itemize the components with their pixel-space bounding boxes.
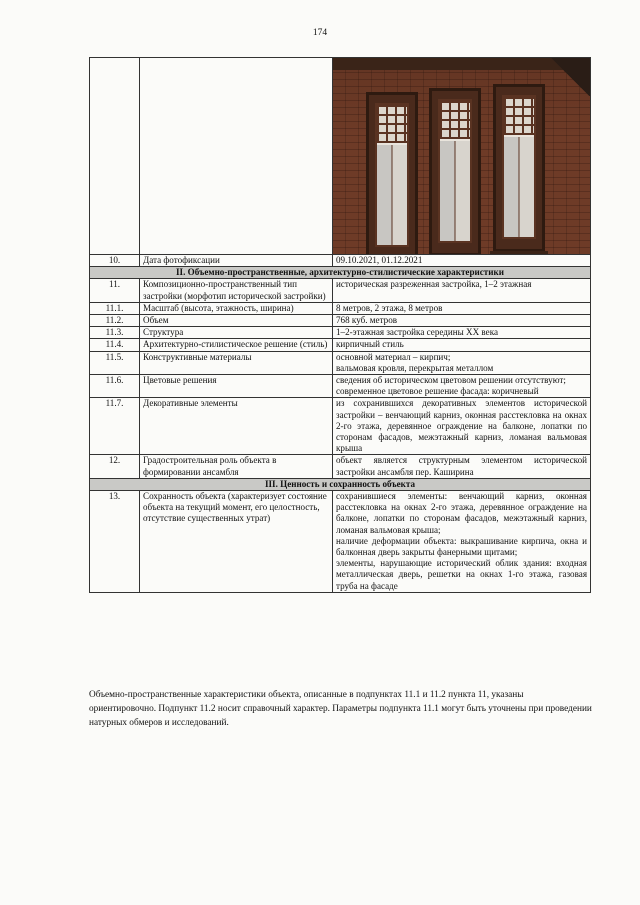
footnote-text: Объемно-пространственные характеристики объекта, описанные в подпунктах 11.1 и 11.2 пункта 11, указаны ориентировочно. Подпункт 11.2 носит справочный характер. Параметры подпункта 11.1 могут быть уточнены при проведении натурных обмеров и исследований. <box>89 690 592 728</box>
row-label: Структура <box>140 327 333 339</box>
table-row <box>90 279 591 302</box>
row-value: 1–2-этажная застройка середины XX века <box>333 327 591 339</box>
table-row <box>90 255 591 267</box>
facade-photo <box>333 58 590 254</box>
row-number: 13. <box>90 491 140 593</box>
row-label: Композиционно-пространственный тип застройки (морфотип исторической застройки) <box>140 279 333 302</box>
table-row <box>90 302 591 314</box>
row-value-line: современное цветовое решение фасада: коричневый <box>336 386 539 397</box>
row-number: 11.5. <box>90 351 140 374</box>
row-label: Объем <box>140 315 333 327</box>
section-header-row <box>90 267 591 279</box>
row-value-line: элементы, нарушающие исторический облик здания: входная металлическая дверь, решетки на окнах 1-го этажа, газовая труба на фасаде <box>336 558 587 591</box>
table-row <box>90 339 591 351</box>
row-label: Конструктивные материалы <box>140 351 333 374</box>
row-value-line: вальмовая кровля, перекрытая металлом <box>336 362 494 373</box>
row-number: 12. <box>90 455 140 478</box>
row-number: 10. <box>90 255 140 267</box>
photo-row-label-cell <box>140 58 333 255</box>
row-value: историческая разреженная застройка, 1–2 этажная <box>333 279 591 302</box>
row-value: из сохранившихся декоративных элементов исторической застройки – венчающий карниз, оконная расстекловка на окнах 2-го этажа, деревянное ограждение на балконе, лопатки по сторонам фасадов, межэтажный карниз, ломаная вальмовая крыша <box>333 398 591 455</box>
row-value <box>333 351 591 374</box>
row-label: Архитектурно-стилистическое решение (стиль) <box>140 339 333 351</box>
row-number: 11. <box>90 279 140 302</box>
page-number: 174 <box>312 28 328 38</box>
row-value-line: сохранившиеся элементы: венчающий карниз, оконная расстекловка на окнах 2-го этажа, деревянное ограждение на балконе, лопатки по сторонам фасадов, межэтажный карниз, ломаная вальмовая крыша; <box>336 491 587 535</box>
row-value <box>333 491 591 593</box>
row-value: 8 метров, 2 этажа, 8 метров <box>333 302 591 314</box>
section-header: III. Ценность и сохранность объекта <box>90 478 591 490</box>
row-label: Дата фотофиксации <box>140 255 333 267</box>
row-number: 11.2. <box>90 315 140 327</box>
table-row <box>90 351 591 374</box>
row-label: Масштаб (высота, этажность, ширина) <box>140 302 333 314</box>
row-value-line: основной материал – кирпич; <box>336 351 451 362</box>
characteristics-table <box>89 57 591 593</box>
photo-cell <box>333 58 591 255</box>
window-left <box>366 92 418 255</box>
row-value: 768 куб. метров <box>333 315 591 327</box>
row-number: 11.3. <box>90 327 140 339</box>
row-label: Декоративные элементы <box>140 398 333 455</box>
row-label: Сохранность объекта (характеризует состояние объекта на текущий момент, его целостность, отсутствие существенных утрат) <box>140 491 333 593</box>
row-number: 11.7. <box>90 398 140 455</box>
section-header: II. Объемно-пространственные, архитектурно-стилистические характеристики <box>90 267 591 279</box>
table-row <box>90 327 591 339</box>
table-row <box>90 455 591 478</box>
row-value-line: сведения об историческом цветовом решении отсутствуют; <box>336 375 566 386</box>
table-row <box>90 375 591 398</box>
photo-row <box>90 58 591 255</box>
row-number: 11.6. <box>90 375 140 398</box>
row-value: объект является структурным элементом исторической застройки ансамбля пер. Каширина <box>333 455 591 478</box>
table-row <box>90 315 591 327</box>
window-center <box>429 88 481 255</box>
table-row <box>90 398 591 455</box>
footnote <box>89 688 592 730</box>
window-right <box>493 84 545 252</box>
row-label: Цветовые решения <box>140 375 333 398</box>
row-label: Градостроительная роль объекта в формировании ансамбля <box>140 455 333 478</box>
row-value: кирпичный стиль <box>333 339 591 351</box>
table-row <box>90 491 591 593</box>
row-number: 11.4. <box>90 339 140 351</box>
row-number: 11.1. <box>90 302 140 314</box>
section-header-row <box>90 478 591 490</box>
photo-row-num-cell <box>90 58 140 255</box>
roof-eave <box>550 58 590 96</box>
row-value <box>333 375 591 398</box>
row-value-line: наличие деформации объекта: выкрашивание кирпича, окна и балконная дверь закрыты фанерными щитами; <box>336 535 587 558</box>
row-value: 09.10.2021, 01.12.2021 <box>333 255 591 267</box>
